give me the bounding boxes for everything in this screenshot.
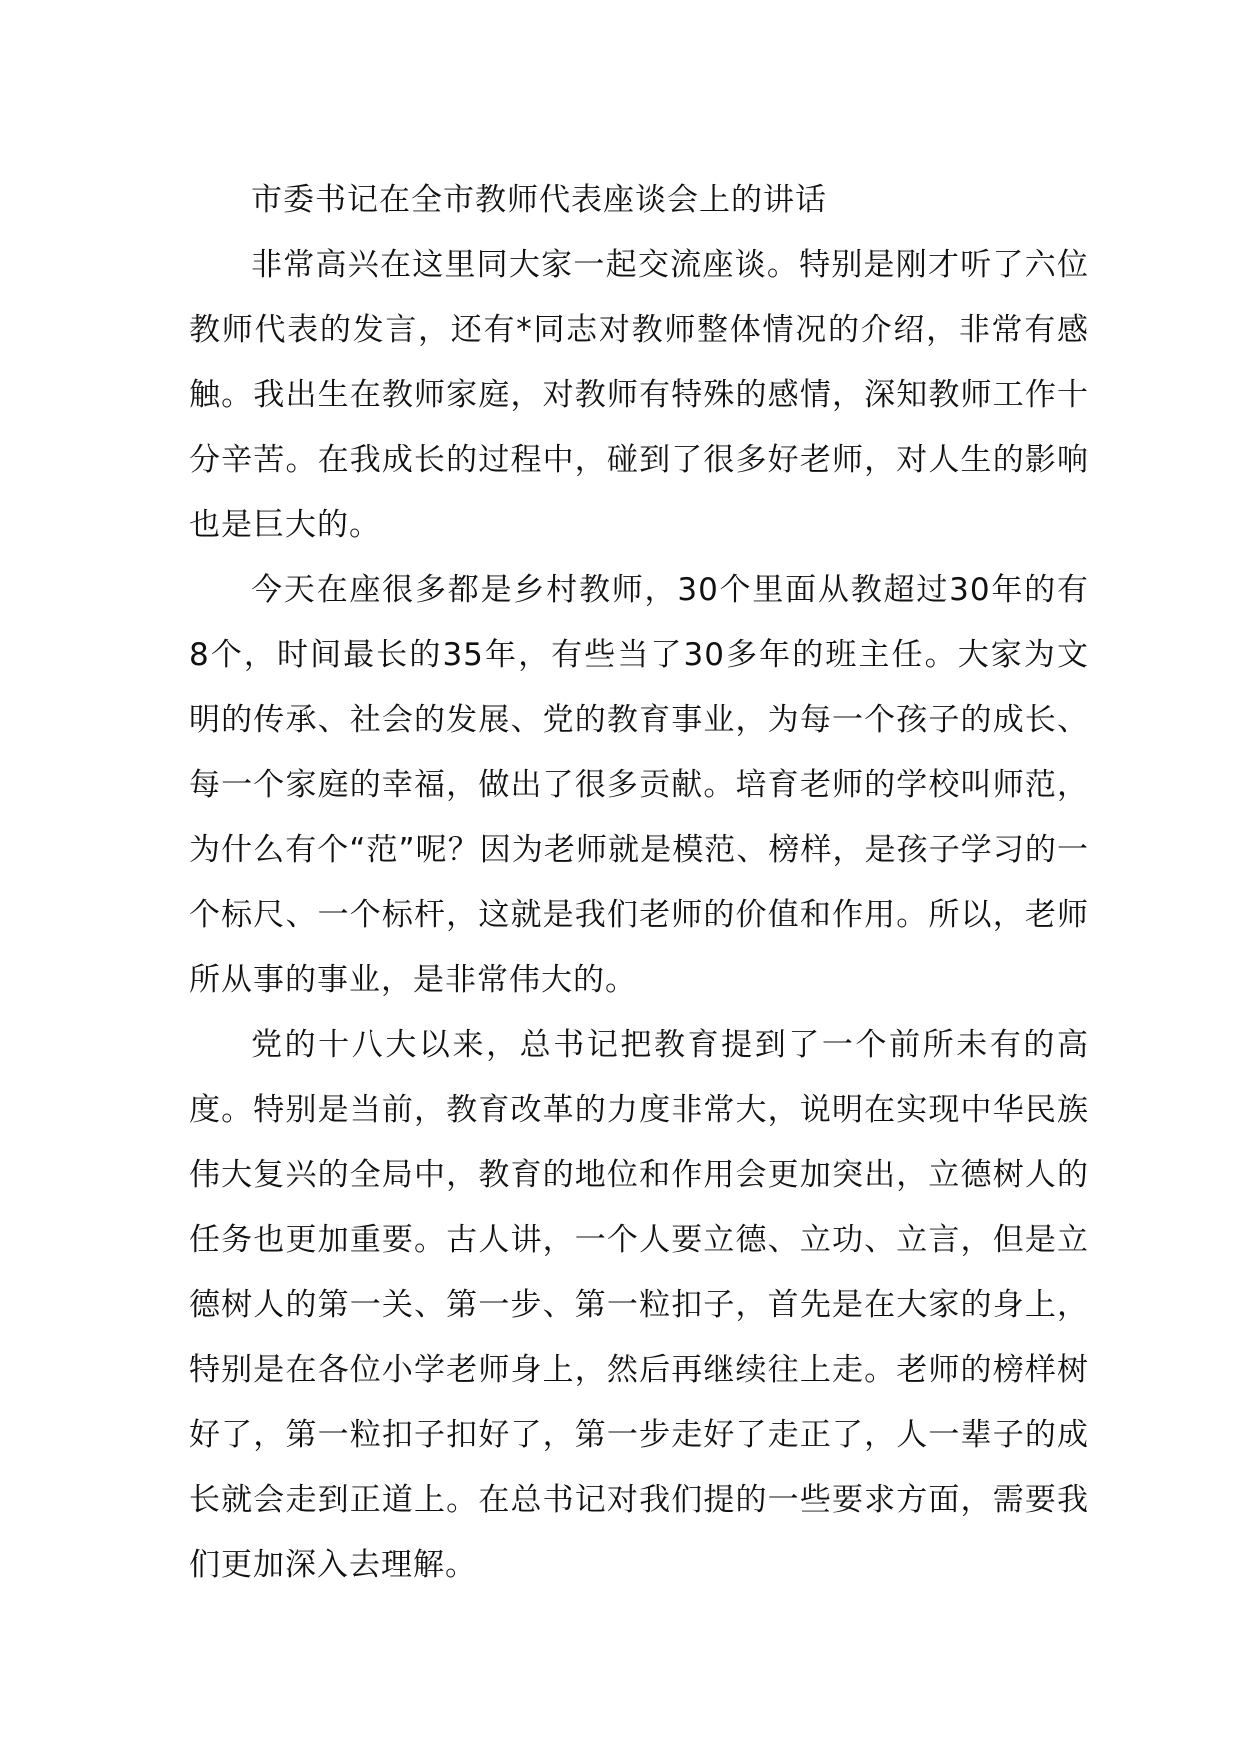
document-title: 市委书记在全市教师代表座谈会上的讲话 xyxy=(251,182,827,218)
document-body xyxy=(189,168,1089,1598)
paragraph-2: 今天在座很多都是乡村教师，30个里面从教超过30年的有8个，时间最长的35年，有些当了30多年的班主任。大家为文明的传承、社会的发展、党的教育事业，为每一个孩子的成长、每一个家庭的幸福，做出了很多贡献。培育老师的学校叫师范，为什么有个“范”呢？因为老师就是模范、榜样，是孩子学习的一个标尺、一个标杆，这就是我们老师的价值和作用。所以，老师所从事的事业，是非常伟大的。 xyxy=(189,572,1089,998)
paragraph-1: 非常高兴在这里同大家一起交流座谈。特别是刚才听了六位教师代表的发言，还有*同志对教师整体情况的介绍，非常有感触。我出生在教师家庭，对教师有特殊的感情，深知教师工作十分辛苦。在我成长的过程中，碰到了很多好老师，对人生的影响也是巨大的。 xyxy=(189,247,1089,543)
paragraph-3: 党的十八大以来，总书记把教育提到了一个前所未有的高度。特别是当前，教育改革的力度非常大，说明在实现中华民族伟大复兴的全局中，教育的地位和作用会更加突出，立德树人的任务也更加重要。古人讲，一个人要立德、立功、立言，但是立德树人的第一关、第一步、第一粒扣子，首先是在大家的身上，特别是在各位小学老师身上，然后再继续往上走。老师的榜样树好了，第一粒扣子扣好了，第一步走好了走正了，人一辈子的成长就会走到正道上。在总书记对我们提的一些要求方面，需要我们更加深入去理解。 xyxy=(189,1027,1089,1583)
